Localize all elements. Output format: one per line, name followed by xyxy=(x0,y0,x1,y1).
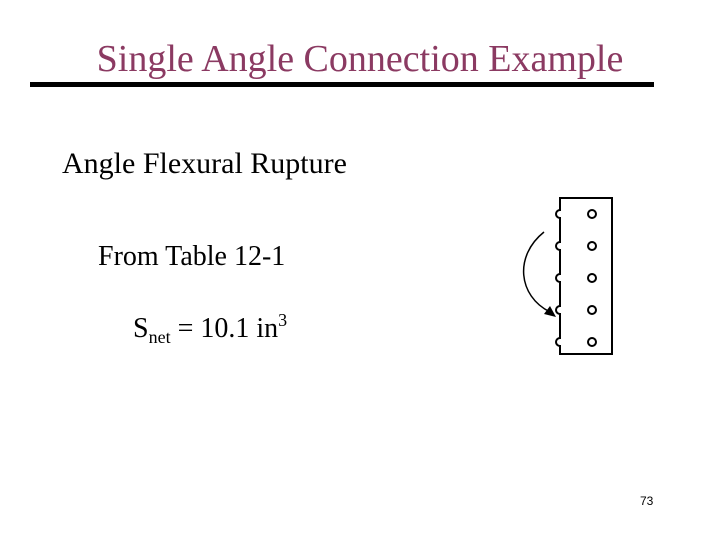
bolt-hole xyxy=(588,274,596,282)
angle-connection-diagram xyxy=(510,196,630,362)
bolt-hole xyxy=(588,242,596,250)
curved-arrow-icon xyxy=(524,232,556,317)
page-number: 73 xyxy=(640,494,654,508)
bolt-hole xyxy=(588,306,596,314)
section-modulus-formula xyxy=(133,303,287,354)
formula-value: = 10.1 in xyxy=(170,313,279,344)
subheading-table-reference: From Table 12-1 xyxy=(98,241,286,272)
formula-subscript: net xyxy=(148,327,171,347)
bolt-hole xyxy=(588,210,596,218)
heading-angle-flexural-rupture: Angle Flexural Rupture xyxy=(62,147,347,180)
title-underline xyxy=(30,82,654,87)
formula-superscript: 3 xyxy=(278,310,288,330)
slide-title: Single Angle Connection Example xyxy=(96,38,624,80)
formula-symbol: S xyxy=(133,313,149,344)
bolt-hole xyxy=(588,338,596,346)
angle-leg-outline xyxy=(556,198,612,354)
